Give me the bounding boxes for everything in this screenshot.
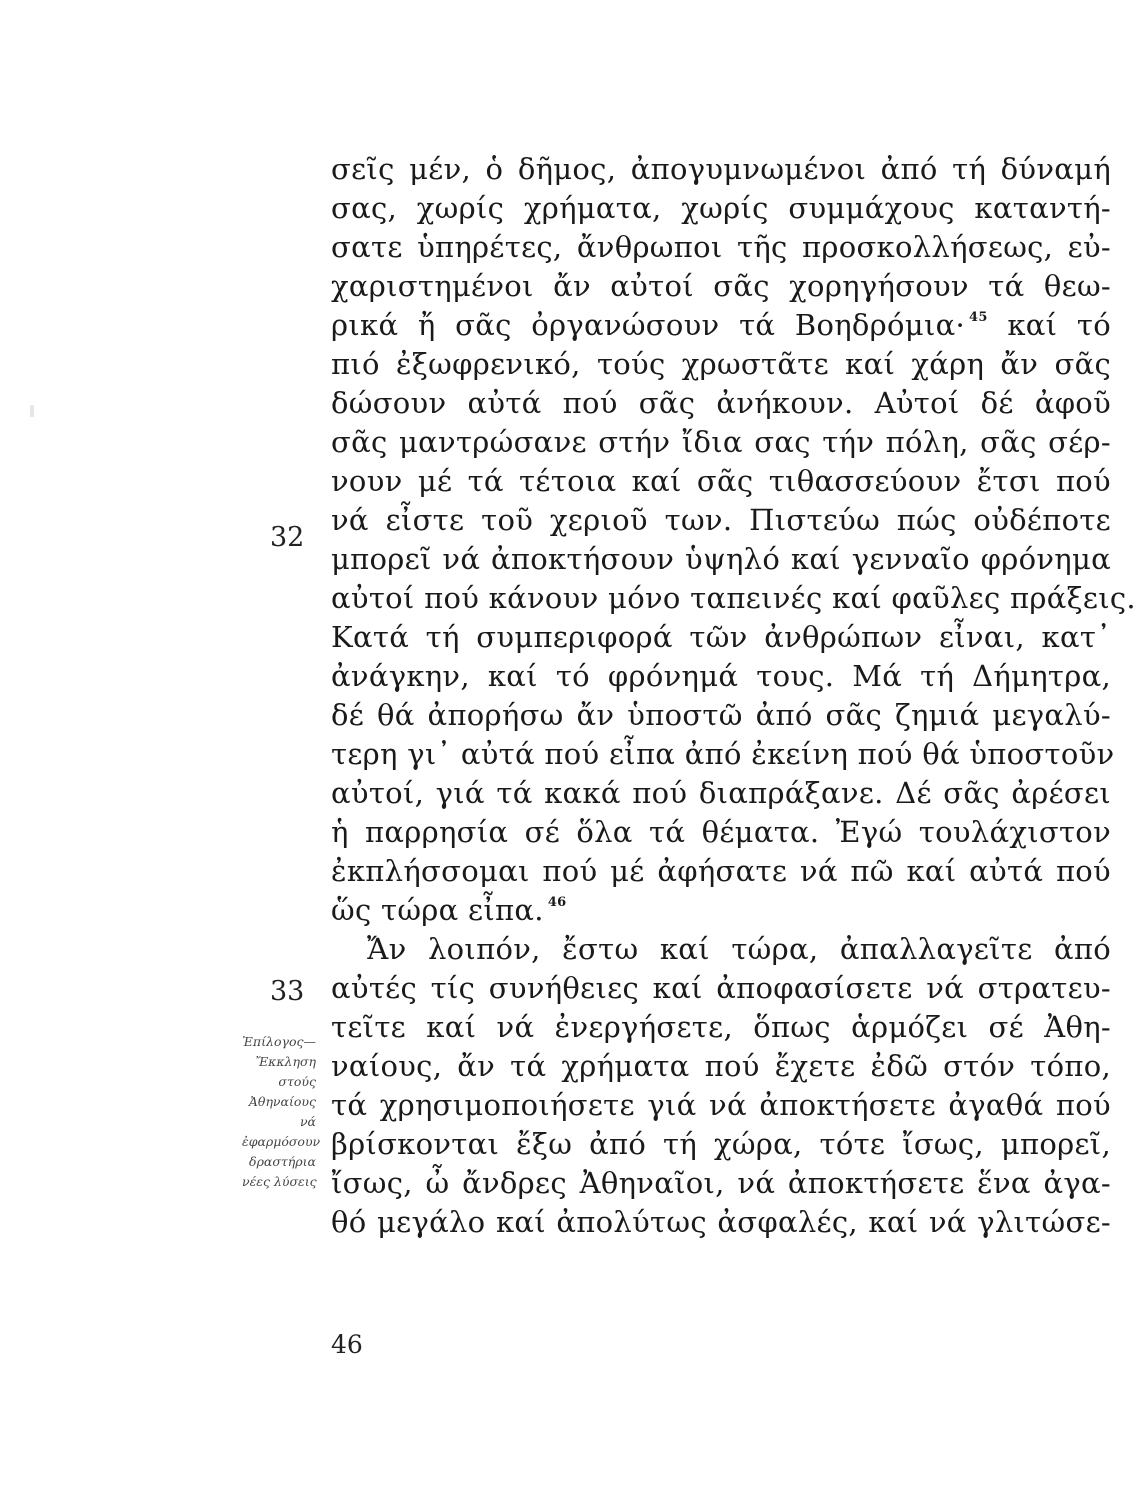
text-line: μπορεῖ νά ἀποκτήσουν ὑψηλό καί γενναῖο φρόνημα xyxy=(331,542,1111,576)
sidenote-line: στούς xyxy=(278,1074,316,1089)
sidenote-line: νέες λύσεις xyxy=(242,1174,317,1189)
text-segment: ὥς τώρα εἶπα. xyxy=(331,893,544,927)
sidenote-line: Ἔκκληση xyxy=(255,1054,316,1069)
text-line: σεῖς μέν, ὁ δῆμος, ἀπογυμνωμένοι ἀπό τή δύναμή xyxy=(331,152,1111,186)
scan-speck xyxy=(30,405,34,417)
sidenote-line: νά xyxy=(299,1114,316,1129)
text-line: νά εἶστε τοῦ χεριοῦ των. Πιστεύω πώς οὐδέποτε xyxy=(331,503,1111,537)
text-line: ἀνάγκην, καί τό φρόνημά τους. Μά τή Δήμητρα, xyxy=(331,659,1111,693)
sidenote-line: Ἐπίλογος— xyxy=(242,1034,316,1049)
text-line: τεῖτε καί νά ἐνεργήσετε, ὅπως ἁρμόζει σέ Ἀθη- xyxy=(331,1010,1111,1044)
text-line: δέ θά ἀπορήσω ἄν ὑποστῶ ἀπό σᾶς ζημιά μεγαλύ- xyxy=(331,698,1111,732)
text-line xyxy=(331,891,1111,930)
page-number: 46 xyxy=(331,1330,363,1359)
text-line: ἐκπλήσσομαι πού μέ ἀφήσατε νά πῶ καί αὐτά πού xyxy=(331,854,1111,888)
text-segment: καί τό xyxy=(1007,308,1111,342)
text-line: αὐτοί, γιά τά κακά πού διαπράξανε. Δέ σᾶς ἀρέσει xyxy=(331,776,1111,810)
text-line: τερη γι᾽ αὐτά πού εἶπα ἀπό ἐκείνη πού θά ὑποστοῦν xyxy=(331,737,1115,771)
text-line: θό μεγάλο καί ἀπολύτως ἀσφαλές, καί νά γλιτώσε- xyxy=(331,1205,1111,1239)
sidenote-line: δραστήρια xyxy=(249,1154,316,1169)
text-line: πιό ἐξωφρενικό, τούς χρωστᾶτε καί χάρη ἄν σᾶς xyxy=(331,347,1111,381)
text-line: ἴσως, ὦ ἄνδρες Ἀθηναῖοι, νά ἀποκτήσετε ἕνα ἀγα- xyxy=(331,1166,1111,1200)
text-line: σας, χωρίς χρήματα, χωρίς συμμάχους καταντή- xyxy=(331,191,1111,225)
marginal-sidenote xyxy=(242,1032,321,1192)
text-line: Κατά τή συμπεριφορά τῶν ἀνθρώπων εἶναι, κατ᾽ xyxy=(331,620,1111,654)
text-segment: ρικά ἤ σᾶς ὀργανώσουν τά Βοηδρόμια· xyxy=(331,308,966,342)
text-line: Ἄν λοιπόν, ἔστω καί τώρα, ἀπαλλαγεῖτε ἀπό xyxy=(367,932,1111,966)
main-text xyxy=(331,150,1136,1242)
text-line: σᾶς μαντρώσανε στήν ἴδια σας τήν πόλη, σᾶς σέρ- xyxy=(331,425,1111,459)
text-line: αὐτοί πού κάνουν μόνο ταπεινές καί φαῦλες πράξεις. xyxy=(331,581,1136,615)
text-line: ἡ παρρησία σέ ὅλα τά θέματα. Ἐγώ τουλάχιστον xyxy=(331,815,1111,849)
text-line: ναίους, ἄν τά χρήματα πού ἔχετε ἐδῶ στόν τόπο, xyxy=(331,1049,1111,1083)
text-line: αὐτές τίς συνήθειες καί ἀποφασίσετε νά στρατευ- xyxy=(331,971,1111,1005)
text-line: σατε ὑπηρέτες, ἄνθρωποι τῆς προσκολλήσεως, εὐ- xyxy=(331,230,1111,264)
footnote-marker: 45 xyxy=(969,310,988,325)
sidenote-line: Ἀθηναίους xyxy=(248,1094,316,1109)
text-line: χαριστημένοι ἄν αὐτοί σᾶς χορηγήσουν τά θεω- xyxy=(331,269,1111,303)
text-line xyxy=(331,306,1111,345)
text-line: τά χρησιμοποιήσετε γιά νά ἀποκτήσετε ἀγαθά πού xyxy=(331,1088,1111,1122)
text-line: βρίσκονται ἔξω ἀπό τή χώρα, τότε ἴσως, μπορεῖ, xyxy=(331,1127,1111,1161)
section-number-32: 32 xyxy=(270,522,305,553)
footnote-marker: 46 xyxy=(547,895,567,910)
section-number-33: 33 xyxy=(270,976,305,1007)
sidenote-line: ἐφαρμόσουν xyxy=(242,1134,321,1149)
text-line: δώσουν αὐτά πού σᾶς ἀνήκουν. Αὐτοί δέ ἀφοῦ xyxy=(331,386,1111,420)
text-line: νουν μέ τά τέτοια καί σᾶς τιθασσεύουν ἔτσι πού xyxy=(331,464,1111,498)
